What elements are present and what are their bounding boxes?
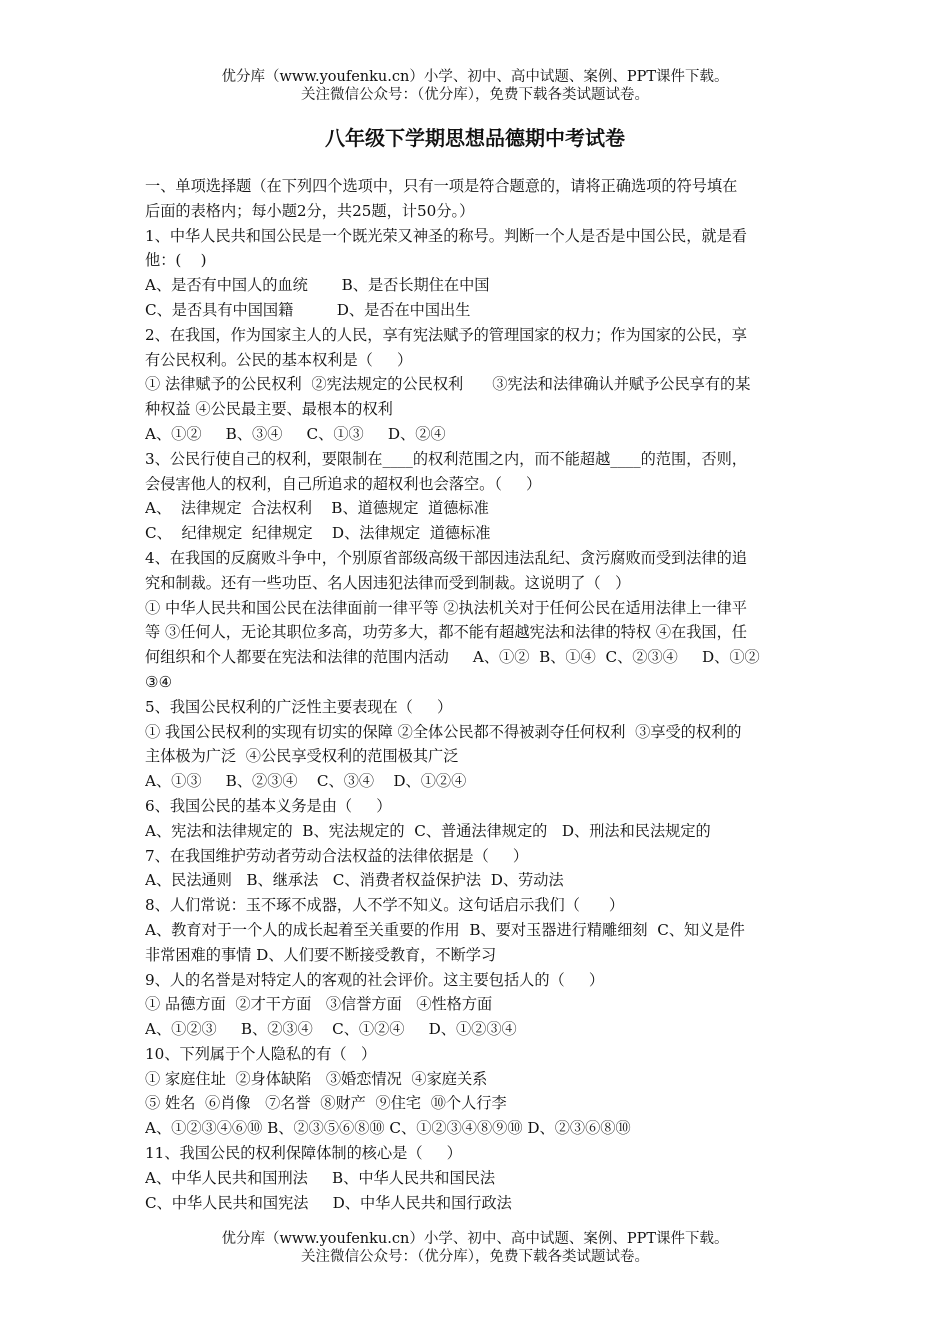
text-line: 他：( ): [145, 251, 207, 270]
text-line: 11、我国公民的权利保障体制的核心是（ ）: [145, 1144, 462, 1163]
text-line: 4、在我国的反腐败斗争中，个别原省部级高级干部因违法乱纪、贪污腐败而受到法律的追: [145, 548, 747, 567]
text-line: A、①② B、③④ C、①③ D、②④: [145, 424, 446, 443]
text-line: C、是否具有中国国籍 D、是否在中国出生: [145, 300, 471, 319]
text-line: A、①③ B、②③④ C、③④ D、①②④: [145, 772, 467, 791]
text-line: 非常困难的事情 D、人们要不断接受教育，不断学习: [145, 945, 497, 964]
footer-line-2: 关注微信公众号：（优分库），免费下载各类试题试卷。: [301, 1249, 649, 1265]
text-line: A、教育对于一个人的成长起着至关重要的作用 B、要对玉器进行精雕细刻 C、知义是件: [145, 920, 745, 939]
exam-title: 八年级下学期思想品德期中考试卷: [325, 126, 625, 150]
text-line: 有公民权利。公民的基本权利是（ ）: [145, 350, 413, 369]
text-line: 主体极为广泛 ④公民享受权利的范围极其广泛: [145, 747, 459, 766]
text-line: ① 法律赋予的公民权利 ②宪法规定的公民权利 ③宪法和法律确认并赋予公民享有的某: [145, 375, 751, 394]
text-line: A、民法通则 B、继承法 C、消费者权益保护法 D、劳动法: [145, 871, 564, 890]
text-line: ① 我国公民权利的实现有切实的保障 ②全体公民都不得被剥夺任何权利 ③享受的权利的: [145, 722, 742, 741]
text-line: 5、我国公民权利的广泛性主要表现在（ ）: [145, 697, 453, 716]
text-line: 会侵害他人的权利，自己所追求的超权利也会落空。（ ）: [145, 474, 542, 493]
footer-line-1: 优分库（www.youfenku.cn）小学、初中、高中试题、案例、PPT课件下载。: [221, 1231, 729, 1247]
exam-body: [145, 174, 807, 1215]
text-line: 1、中华人民共和国公民是一个既光荣又神圣的称号。判断一个人是否是中国公民，就是看: [145, 226, 747, 245]
text-line: 究和制裁。还有一些功臣、名人因违犯法律而受到制裁。这说明了（ ）: [145, 573, 631, 592]
text-line: 后面的表格内；每小题2分，共25题，计50分。）: [145, 201, 475, 220]
text-line: 2、在我国，作为国家主人的人民，享有宪法赋予的管理国家的权力；作为国家的公民，享: [145, 325, 747, 344]
text-line: 7、在我国维护劳动者劳动合法权益的法律依据是（ ）: [145, 846, 529, 865]
text-line: C、 纪律规定 纪律规定 D、法律规定 道德标准: [145, 524, 491, 543]
text-line: C、中华人民共和国宪法 D、中华人民共和国行政法: [145, 1193, 512, 1212]
text-line: 种权益 ④公民最主要、最根本的权利: [145, 400, 393, 419]
text-line: A、 法律规定 合法权利 B、道德规定 道德标准: [145, 499, 489, 518]
text-line: A、中华人民共和国刑法 B、中华人民共和国民法: [145, 1168, 496, 1187]
text-line: A、①②③ B、②③④ C、①②④ D、①②③④: [145, 1020, 517, 1039]
text-line: ① 品德方面 ②才干方面 ③信誉方面 ④性格方面: [145, 995, 493, 1014]
text-line: 8、人们常说：玉不琢不成器，人不学不知义。这句话启示我们（ ）: [145, 896, 625, 915]
text-line: 10、下列属于个人隐私的有（ ）: [145, 1044, 377, 1063]
text-line: 6、我国公民的基本义务是由（ ）: [145, 796, 392, 815]
text-line: A、①②③④⑥⑩ B、②③⑤⑥⑧⑩ C、①②③④⑧⑨⑩ D、②③⑥⑧⑩: [145, 1119, 631, 1138]
page-header: [0, 68, 950, 104]
text-line: ③④: [145, 672, 173, 691]
page-footer: [0, 1230, 950, 1266]
text-line: 3、公民行使自己的权利，要限制在____的权利范围之内，而不能超越____的范围，否则，: [145, 449, 747, 468]
header-line-2: 关注微信公众号：（优分库），免费下载各类试题试卷。: [301, 87, 649, 103]
text-line: 等 ③任何人，无论其职位多高，功劳多大，都不能有超越宪法和法律的特权 ④在我国，任: [145, 623, 747, 642]
text-line: ⑤ 姓名 ⑥肖像 ⑦名誉 ⑧财产 ⑨住宅 ⑩个人行李: [145, 1094, 507, 1113]
text-line: 何组织和个人都要在宪法和法律的范围内活动 A、①② B、①④ C、②③④ D、①②: [145, 648, 760, 667]
text-line: 一、单项选择题（在下列四个选项中，只有一项是符合题意的，请将正确选项的符号填在: [145, 177, 738, 195]
text-line: A、宪法和法律规定的 B、宪法规定的 C、普通法律规定的 D、刑法和民法规定的: [145, 821, 711, 840]
header-line-1: 优分库（www.youfenku.cn）小学、初中、高中试题、案例、PPT课件下载。: [221, 69, 729, 85]
text-line: 9、人的名誉是对特定人的客观的社会评价。这主要包括人的（ ）: [145, 970, 605, 989]
text-line: A、是否有中国人的血统 B、是否长期住在中国: [145, 276, 490, 295]
text-line: ① 中华人民共和国公民在法律面前一律平等 ②执法机关对于任何公民在适用法律上一律平: [145, 598, 747, 617]
text-line: ① 家庭住址 ②身体缺陷 ③婚恋情况 ④家庭关系: [145, 1069, 488, 1088]
